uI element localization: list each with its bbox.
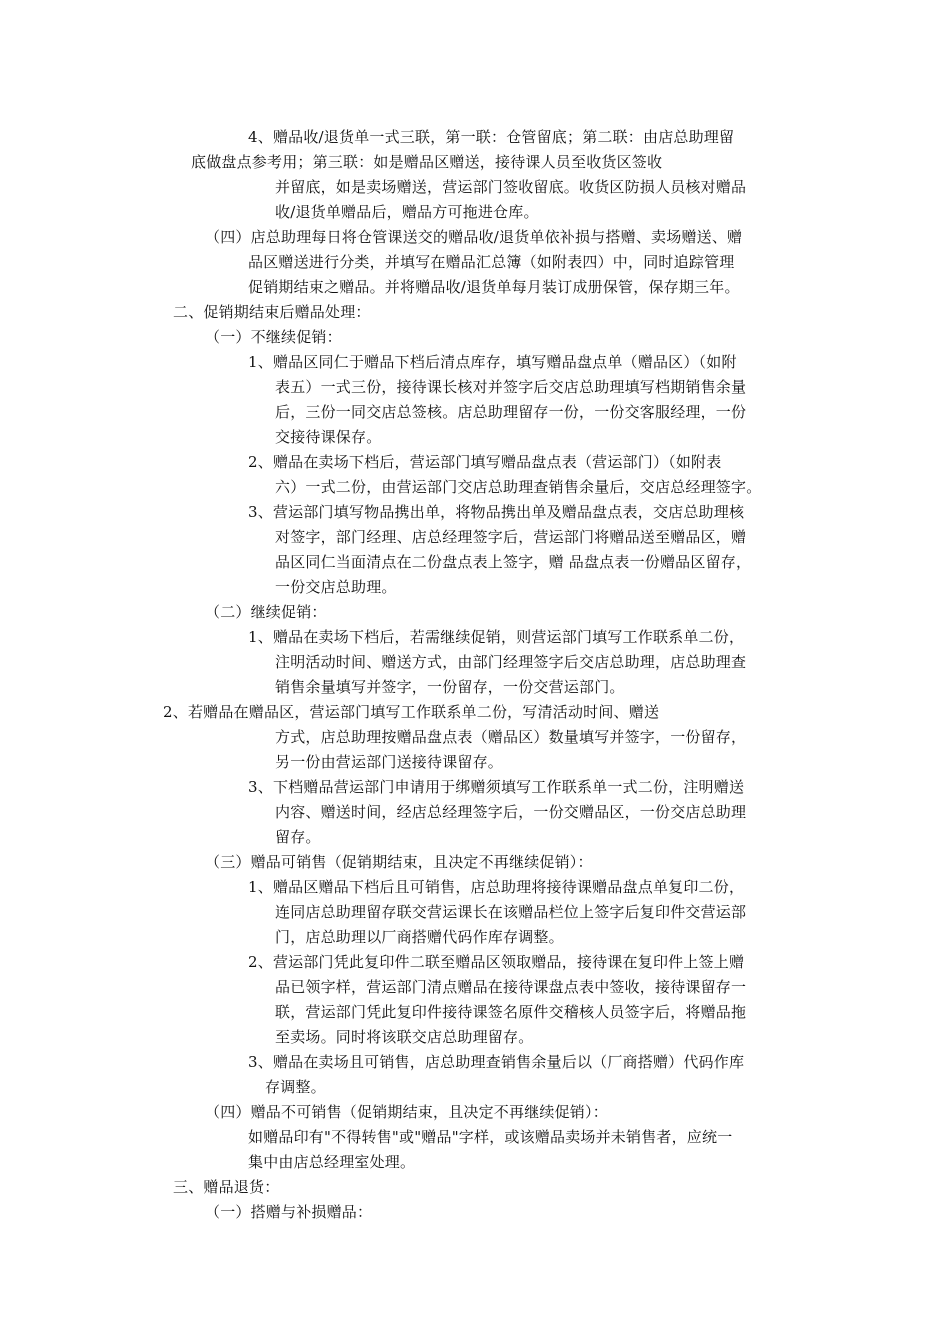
text-line: 注明活动时间、赠送方式，由部门经理签字后交店总助理，店总助理查 — [275, 653, 747, 671]
text-line: 2、若赠品在赠品区，营运部门填写工作联系单二份，写清活动时间、赠送 — [163, 703, 660, 721]
text-line: 4、赠品收/退货单一式三联，第一联：仓管留底；第二联：由店总助理留 — [248, 128, 735, 146]
text-line: （四）店总助理每日将仓管课送交的赠品收/退货单依补损与搭赠、卖场赠送、赠 — [205, 228, 743, 246]
text-line: 六）一式二份，由营运部门交店总助理查销售余量后，交店总经理签字。 — [275, 478, 762, 496]
text-line: 集中由店总经理室处理。 — [248, 1153, 416, 1171]
text-line: 品区同仁当面清点在二份盘点表上签字，赠 品盘点表一份赠品区留存， — [275, 553, 752, 571]
text-line: 2、赠品在卖场下档后，营运部门填写赠品盘点表（营运部门）（如附表 — [248, 453, 722, 471]
text-line: 1、赠品在卖场下档后，若需继续促销，则营运部门填写工作联系单二份， — [248, 628, 745, 646]
text-line: 3、下档赠品营运部门申请用于绑赠须填写工作联系单一式二份，注明赠送 — [248, 778, 745, 796]
text-line: 收/退货单赠品后，赠品方可拖进仓库。 — [275, 203, 539, 221]
subsection-heading: （二）继续促销： — [205, 603, 327, 621]
subsection-heading: （一）不继续促销： — [205, 328, 342, 346]
text-line: 交接待课保存。 — [275, 428, 382, 446]
text-line: 内容、赠送时间，经店总经理签字后，一份交赠品区，一份交店总助理 — [275, 803, 747, 821]
text-line: 后，三份一同交店总签核。店总助理留存一份，一份交客服经理，一份 — [275, 403, 747, 421]
text-line: 另一份由营运部门送接待课留存。 — [275, 753, 504, 771]
text-line: 促销期结束之赠品。并将赠品收/退货单每月装订成册保管，保存期三年。 — [248, 278, 740, 296]
text-line: 连同店总助理留存联交营运课长在该赠品栏位上签字后复印件交营运部 — [275, 903, 747, 921]
text-line: 1、赠品区同仁于赠品下档后清点库存，填写赠品盘点单（赠品区）（如附 — [248, 353, 737, 371]
text-line: 品区赠送进行分类，并填写在赠品汇总簿（如附表四）中，同时追踪管理 — [248, 253, 735, 271]
subsection-heading: （一）搭赠与补损赠品： — [205, 1203, 373, 1221]
text-line: 并留底，如是卖场赠送，营运部门签收留底。收货区防损人员核对赠品 — [275, 178, 747, 196]
subsection-heading: （三）赠品可销售（促销期结束，且决定不再继续促销）： — [205, 853, 593, 871]
text-line: 2、营运部门凭此复印件二联至赠品区领取赠品，接待课在复印件上签上赠 — [248, 953, 745, 971]
text-line: 方式，店总助理按赠品盘点表（赠品区）数量填写并签字，一份留存， — [275, 728, 747, 746]
text-line: 表五）一式三份，接待课长核对并签字后交店总助理填写档期销售余量 — [275, 378, 747, 396]
text-line: 销售余量填写并签字，一份留存，一份交营运部门。 — [275, 678, 625, 696]
section-heading: 二、促销期结束后赠品处理： — [173, 303, 371, 321]
text-line: 至卖场。同时将该联交店总助理留存。 — [275, 1028, 534, 1046]
text-line: 对签字，部门经理、店总经理签字后，营运部门将赠品送至赠品区，赠 — [275, 528, 747, 546]
text-line: 底做盘点参考用；第三联：如是赠品区赠送，接待课人员至收货区签收 — [191, 153, 663, 171]
text-line: 1、赠品区赠品下档后且可销售，店总助理将接待课赠品盘点单复印二份， — [248, 878, 745, 896]
text-line: 一份交店总助理。 — [275, 578, 397, 596]
text-line: 3、营运部门填写物品携出单，将物品携出单及赠品盘点表，交店总助理核 — [248, 503, 745, 521]
text-line: 存调整。 — [265, 1078, 326, 1096]
text-line: 联，营运部门凭此复印件接待课签名原件交稽核人员签字后，将赠品拖 — [275, 1003, 747, 1021]
section-heading: 三、赠品退货： — [173, 1178, 280, 1196]
text-line: 品已领字样，营运部门清点赠品在接待课盘点表中签收，接待课留存一 — [275, 978, 747, 996]
text-line: 如赠品印有"不得转售"或"赠品"字样，或该赠品卖场并未销售者，应统一 — [248, 1128, 733, 1146]
text-line: 3、赠品在卖场且可销售，店总助理查销售余量后以（厂商搭赠）代码作库 — [248, 1053, 745, 1071]
subsection-heading: （四）赠品不可销售（促销期结束，且决定不再继续促销）： — [205, 1103, 608, 1121]
text-line: 留存。 — [275, 828, 321, 846]
text-line: 门，店总助理以厂商搭赠代码作库存调整。 — [275, 928, 564, 946]
